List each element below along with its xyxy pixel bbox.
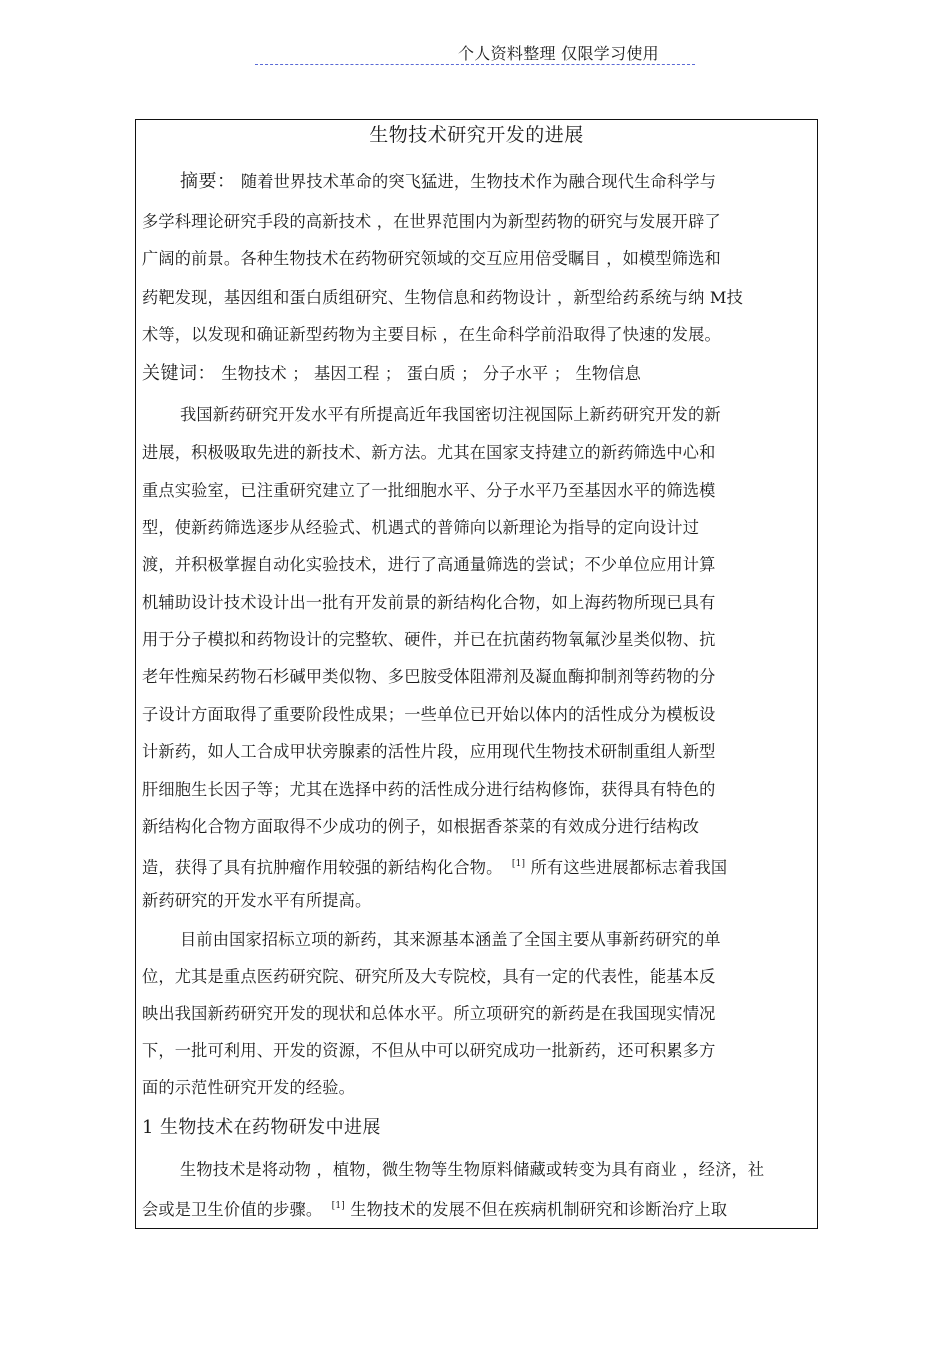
abstract-line: 多学科理论研究手段的高新技术 ，在世界范围内为新型药物的研究与发展开辟了 bbox=[142, 212, 721, 231]
citation-mark: [1] bbox=[511, 859, 526, 869]
paragraph-line: 计新药，如人工合成甲状旁腺素的活性片段，应用现代生物技术研制重组人新型 bbox=[142, 742, 716, 761]
paragraph-line: 型，使新药筛选逐步从经验式、机遇式的普筛向以新理论为指导的定向设计过 bbox=[142, 518, 700, 537]
paragraph-text: 会或是卫生价值的步骤。 bbox=[142, 1200, 328, 1219]
paragraph-line: 机辅助设计技术设计出一批有开发前景的新结构化合物，如上海药物所现已具有 bbox=[142, 593, 716, 612]
paragraph-text: 造，获得了具有抗肿瘤作用较强的新结构化合物。 bbox=[142, 858, 508, 877]
abstract-line: 广阔的前景。各种生物技术在药物研究领域的交互应用倍受瞩目 ，如模型筛选和 bbox=[142, 249, 721, 268]
paragraph-text: 所有这些进展都标志着我国 bbox=[525, 858, 728, 877]
paragraph-line: 进展，积极吸取先进的新技术、新方法。尤其在国家支持建立的新药筛选中心和 bbox=[142, 443, 716, 462]
paragraph-line bbox=[142, 849, 812, 879]
paragraph-line: 老年性痴呆药物石杉碱甲类似物、多巴胺受体阻滞剂及凝血酶抑制剂等药物的分 bbox=[142, 667, 716, 686]
paragraph-line: 新结构化合物方面取得不少成功的例子，如根据香茶菜的有效成分进行结构改 bbox=[142, 817, 700, 836]
abstract-line: 术等，以发现和确证新型药物为主要目标 ，在生命科学前沿取得了快速的发展。 bbox=[142, 325, 721, 344]
paragraph-line: 映出我国新药研究开发的现状和总体水平。所立项研究的新药是在我国现实情况 bbox=[142, 1004, 716, 1023]
paragraph-line: 生物技术是将动物 ，植物，微生物等生物原料储藏或转变为具有商业 ，经济，社 bbox=[180, 1160, 765, 1179]
header-dashed-underline bbox=[255, 64, 695, 65]
document-title: 生物技术研究开发的进展 bbox=[369, 124, 584, 146]
keywords-line bbox=[142, 359, 812, 389]
section-heading bbox=[142, 1113, 812, 1143]
paragraph-line: 下，一批可利用、开发的资源，不但从中可以研究成功一批新药，还可积累多方 bbox=[142, 1041, 716, 1060]
paragraph-line: 位，尤其是重点医药研究院、研究所及大专院校，具有一定的代表性，能基本反 bbox=[142, 967, 716, 986]
paragraph-line: 新药研究的开发水平有所提高。 bbox=[142, 891, 372, 910]
paragraph-line: 我国新药研究开发水平有所提高近年我国密切注视国际上新药研究开发的新 bbox=[180, 405, 721, 424]
keywords-label: 关键词： bbox=[142, 363, 216, 384]
abstract-line bbox=[180, 167, 812, 197]
paragraph-line: 渡，并积极掌握自动化实验技术，进行了高通量筛选的尝试；不少单位应用计算 bbox=[142, 555, 716, 574]
paragraph-line: 子设计方面取得了重要阶段性成果；一些单位已开始以体内的活性成分为模板设 bbox=[142, 705, 716, 724]
paragraph-text: 生物技术的发展不但在疾病机制研究和诊断治疗上取 bbox=[344, 1200, 728, 1219]
keywords-text: 生物技术 ； 基因工程 ； 蛋白质 ； 分子水平 ； 生物信息 bbox=[216, 364, 642, 383]
page-header-text: 个人资料整理 仅限学习使用 bbox=[458, 44, 659, 63]
abstract-text: 随着世界技术革命的突飞猛进，生物技术作为融合现代生命科学与 bbox=[235, 172, 717, 191]
paragraph-line: 肝细胞生长因子等；尤其在选择中药的活性成分进行结构修饰，获得具有特色的 bbox=[142, 780, 716, 799]
section-heading-text: 1 生物技术在药物研发中进展 bbox=[142, 1117, 381, 1138]
abstract-label: 摘要： bbox=[180, 171, 236, 192]
paragraph-line: 目前由国家招标立项的新药，其来源基本涵盖了全国主要从事新药研究的单 bbox=[180, 930, 721, 949]
paragraph-line: 用于分子模拟和药物设计的完整软、硬件，并已在抗菌药物氧氟沙星类似物、抗 bbox=[142, 630, 716, 649]
paragraph-line bbox=[142, 1191, 812, 1221]
citation-mark: [1] bbox=[331, 1201, 345, 1211]
paragraph-line: 重点实验室，已注重研究建立了一批细胞水平、分子水平乃至基因水平的筛选模 bbox=[142, 481, 716, 500]
abstract-line: 药靶发现，基因组和蛋白质组研究、生物信息和药物设计 ，新型给药系统与纳 M技 bbox=[142, 288, 744, 307]
paragraph-line: 面的示范性研究开发的经验。 bbox=[142, 1078, 356, 1097]
